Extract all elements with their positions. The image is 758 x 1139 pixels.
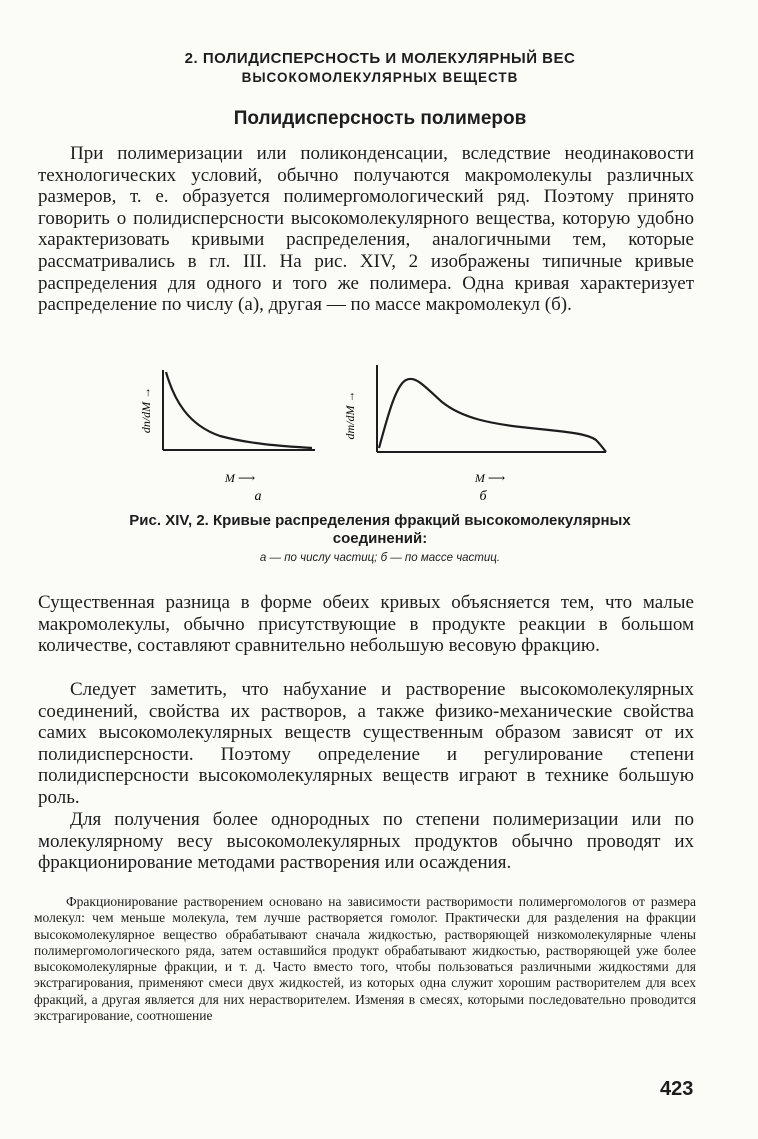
paragraph-1 <box>38 143 694 316</box>
plot-b-curve <box>379 379 606 452</box>
chapter-title-line2: ВЫСОКОМОЛЕКУЛЯРНЫХ ВЕЩЕСТВ <box>241 70 519 85</box>
plot-a-curve <box>166 372 312 448</box>
paragraph-4-text: Для получения более однородных по степени полимеризации или по молекулярному весу высокомолекулярных продуктов обычно проводят их фракционирование методами растворения или осаждения. <box>38 809 694 874</box>
figure-caption-line2: соединений: <box>332 530 428 547</box>
paragraph-2 <box>38 592 694 657</box>
plot-b-y-label: dm/dM → <box>343 390 357 440</box>
page-number: 423 <box>660 1078 694 1100</box>
paragraph-3 <box>38 679 694 809</box>
small-print-paragraph <box>34 894 696 1024</box>
plot-b <box>343 365 606 504</box>
plot-a-x-label: M ⟶ <box>224 471 256 485</box>
section-title: Полидисперсность полимеров <box>233 108 527 129</box>
small-print-text: Фракционирование растворением основано на зависимости растворимости полимергомологов от размера молекул: чем меньше молекула, тем лучше растворяется гомолог. Практически для разделения на фракции высокомолекулярное вещество обрабатывают сначала жидкостью, растворяющей низкомолекулярные члены полимергомологического ряда, затем оставшийся продукт обрабатывают жидкостью, растворяющей уже более высокомолекулярные фракции, и т. д. Часто вместо того, чтобы пользоваться различными жидкостями для экстрагирования, применяют смеси двух жидкостей, из которых одна служит хорошим растворителем для всех фракций, а другая является для них нерастворителем. Изменяя в смесях, которыми последовательно проводится экстрагирование, соотношение <box>34 894 696 1024</box>
paragraph-2-text: Существенная разница в форме обеих кривых объясняется тем, что малые макромолекулы, обычно присутствующие в продукте реакции в большом количестве, составляют сравнительно небольшую весовую фракцию. <box>38 592 694 657</box>
figure-caption-sub: а — по числу частиц; б — по массе частиц. <box>259 552 501 564</box>
paragraph-3-text: Следует заметить, что набухание и растворение высокомолекулярных соединений, свойства их растворов, а также физико-механические свойства самих высокомолекулярных веществ существенным образом зависят от их полидисперсности. Поэтому определение и регулирование степени полидисперсности высокомолекулярных веществ играют в технике большую роль. <box>38 679 694 808</box>
plot-a-y-label: dn/dM → <box>139 386 153 434</box>
paragraph-1-text: При полимеризации или поликонденсации, вследствие неодинаковости технологических условий, обычно получаются макромолекулы различных размеров, т. е. образуется полимергомологический ряд. Поэтому принято говорить о полидисперсности высокомолекулярного вещества, которую удобно характеризовать кривыми распределения, аналогичными тем, которые рассматривались в гл. III. На рис. XIV, 2 изображены типичные кривые распределения для одного и того же полимера. Одна кривая характеризует распределение по числу (а), другая — по массе макромолекул (б). <box>38 143 694 316</box>
figure-caption-line1: Рис. XIV, 2. Кривые распределения фракций высокомолекулярных <box>129 512 631 529</box>
figure-svg <box>100 360 660 510</box>
paragraph-4 <box>38 809 694 874</box>
plot-b-letter: б <box>479 489 487 504</box>
plot-a <box>139 370 315 504</box>
plot-a-letter: а <box>254 489 262 504</box>
chapter-title-line1: 2. ПОЛИДИСПЕРСНОСТЬ И МОЛЕКУЛЯРНЫЙ ВЕС <box>184 50 576 67</box>
plot-b-x-label: M ⟶ <box>474 471 506 485</box>
figure-distribution-curves <box>100 360 660 510</box>
